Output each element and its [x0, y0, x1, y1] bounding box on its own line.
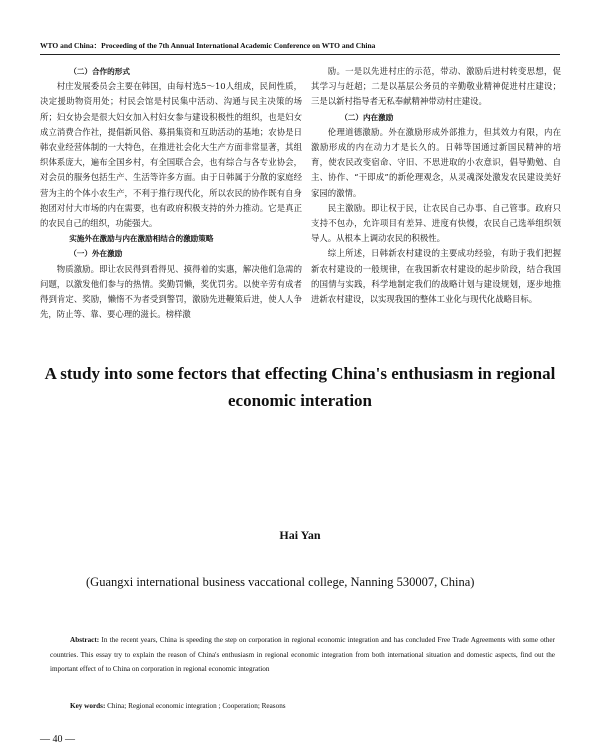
page-number: — 40 — — [40, 734, 75, 745]
abstract — [50, 633, 555, 677]
section-heading: 实施外在激励与内在激励相结合的激励策略 — [69, 234, 214, 244]
section-heading: （二）合作的形式 — [69, 67, 130, 76]
right-text-column — [311, 64, 561, 307]
keywords-text: China; Regional economic integration ; Cooperation; Reasons — [107, 702, 286, 710]
author-affiliation — [50, 568, 550, 596]
english-title: A study into some fectors that effecting China's enthusiasm in regional economic interation — [44, 364, 556, 410]
paragraph: 励。一是以先进村庄的示范，带动、激励后进村转变思想，促其学习与赶超；二是以基层公务员的辛勤敬业精神促进村庄建设；三是以新村指导者无私奉献精神带动村庄建设。 — [311, 66, 561, 107]
paragraph: 综上所述，日韩新农村建设的主要成功经验，有助于我们把握新农村建设的一般规律，在我国新农村建设的起步阶段，结合我国的国情与实践，科学地制定我们的战略计划与建设规划，逐步地推进新农村建设，以实现我国的整体工业化与现代化战略目标。 — [311, 248, 561, 305]
affiliation-text: (Guangxi international business vaccational college, Nanning 530007, China) — [86, 575, 475, 589]
keywords-label: Key words: — [70, 702, 106, 710]
paragraph: 伦理道德激励。外在激励形成外部推力，但其效力有限，内在激励形成的内在动力才是长久的。日韩等国通过新国民精神的培育，使农民改变宿命、守旧、不思进取的小农意识，倡导勤勉、自主、协作、“干即成”的新伦理观念，从灵魂深处激发农民建设美好家园的激情。 — [311, 126, 561, 198]
section-heading: （二）内在激励 — [340, 112, 394, 122]
abstract-text: In the recent years, China is speeding the step on corporation in regional economic integration and has concluded Free Trade Agreements with some other countries. This essay try to explain the reason of China's enthusiasm in regional economic integration from both international situation and domestic aspects, find out the important effect of to China on corporation in regional economic integration — [50, 636, 555, 673]
left-text-column — [40, 64, 302, 322]
author-name: Hai Yan — [279, 528, 321, 542]
paragraph: 物质激励。即让农民得到看得见、摸得着的实惠，解决他们急需的问题，以激发他们参与的热情。奖勤罚懒，奖优罚劣。以使辛劳有成者得到肯定、奖励，懒惰不为者受到警罚，激励先进鞭策后进，使人人争先，防止等、靠、要心理的滋长。榜样激 — [40, 263, 302, 320]
running-header: WTO and China：Proceeding of the 7th Annual International Academic Conference on WTO and China — [40, 41, 376, 50]
keywords — [70, 702, 550, 710]
abstract-label: Abstract: — [70, 636, 100, 644]
paragraph: 村庄发展委员会主要在韩国，由每村选5～10人组成，民间性质，决定援助物资用处；村民会馆是村民集中活动、沟通与民主决策的场所；妇女协会是很大妇女加入村妇女参与建设积极性的组织，也是妇女成立消费合作社，提倡新风俗、募捐集资和互助活动的基地；农协是日韩农业经营体制的一大特色，在推进社会化大生产方面非常显著，其组织体系庞大，遍布全国乡村，有全国联合会，也有综合与各专业协会，对会员的服务包括生产、生活等许多方面。由于日韩属于分散的家庭经营为主的个体小农生产，不利于推行现代化，所以农民的协作既有自身抱团对付大市场的内在需要，也有政府积极支持的外力推动。它是真正的农民自己的组织，功能强大。 — [40, 81, 302, 229]
section-heading: （一）外在激励 — [69, 249, 123, 259]
paragraph: 民主激励。即让权于民，让农民自己办事、自己管事。政府只支持不包办，允许项目有差异、进度有快慢，农民自己选举组织领导人。从根本上调动农民的积极性。 — [311, 202, 561, 244]
header-divider — [40, 54, 560, 55]
